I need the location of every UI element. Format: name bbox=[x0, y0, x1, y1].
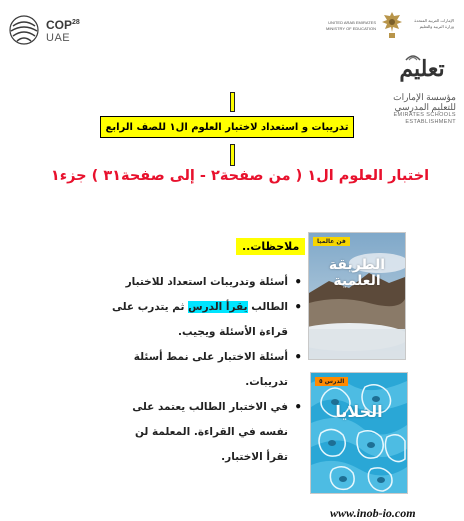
note-text: أسئلة الاختبار على نمط أسئلة تدريبات. bbox=[133, 351, 288, 388]
note-highlight: يقرأ الدرس bbox=[188, 301, 248, 313]
book-title: الطريقة العلمية bbox=[328, 257, 386, 289]
taleem-english-line1: EMIRATES SCHOOLS bbox=[393, 112, 456, 118]
yellow-marker-top bbox=[230, 92, 235, 112]
note-text: أسئلة وتدريبات استعداد للاختبار bbox=[125, 276, 288, 288]
book-tab-label: فن عالميا bbox=[313, 237, 350, 246]
ministry-english-name: UNITED ARAB EMIRATES MINISTRY OF EDUCATION bbox=[325, 20, 376, 31]
note-text-before: الطالب bbox=[247, 301, 288, 313]
taleem-wordmark: تعليم bbox=[399, 56, 445, 82]
note-text: في الاختبار الطالب يعتمد على نفسه في القراءة. المعلمة لن تقرأ الاختبار. bbox=[132, 401, 288, 463]
title-banner: تدريبات و استعداد لاختبار العلوم ال١ للصف الرابع bbox=[100, 116, 354, 138]
note-item bbox=[110, 395, 302, 470]
note-item bbox=[110, 345, 302, 395]
book-tab-label: الدرس ٥ bbox=[315, 377, 348, 386]
book-cover-cells bbox=[310, 372, 408, 494]
note-item bbox=[110, 270, 302, 295]
taleem-arabic-line: مؤسسة الإمارات للتعليم المدرسي bbox=[393, 92, 456, 112]
cop28-logo-text: COP$^{28}$ UAE bbox=[46, 18, 80, 44]
notes-list bbox=[110, 270, 302, 470]
note-item bbox=[110, 295, 302, 345]
cells-image bbox=[311, 373, 407, 493]
cop28-globe-icon bbox=[8, 14, 40, 46]
uae-emblem-icon bbox=[380, 10, 404, 40]
taleem-establishment-name bbox=[374, 92, 456, 126]
yellow-marker-bottom bbox=[230, 144, 235, 166]
ministry-arabic-name: الإمارات العربية المتحدة وزارة التربية والتعليم bbox=[414, 18, 454, 29]
exam-title: اختبار العلوم ال١ ( من صفحة٢ - إلى صفحة٣١ ) جزء١ bbox=[50, 168, 430, 184]
note-text-after: ثم يتدرب على قراءة الأسئلة ويجيب. bbox=[112, 301, 288, 338]
book-cover-scientific-method bbox=[308, 232, 406, 360]
book-title: الخلايا bbox=[335, 402, 383, 421]
taleem-english-line2: ESTABLISHMENT bbox=[405, 119, 456, 125]
landscape-image bbox=[309, 233, 405, 359]
notes-label: ملاحظات.. bbox=[236, 238, 305, 255]
website-watermark: www.inob-io.com bbox=[330, 506, 416, 520]
